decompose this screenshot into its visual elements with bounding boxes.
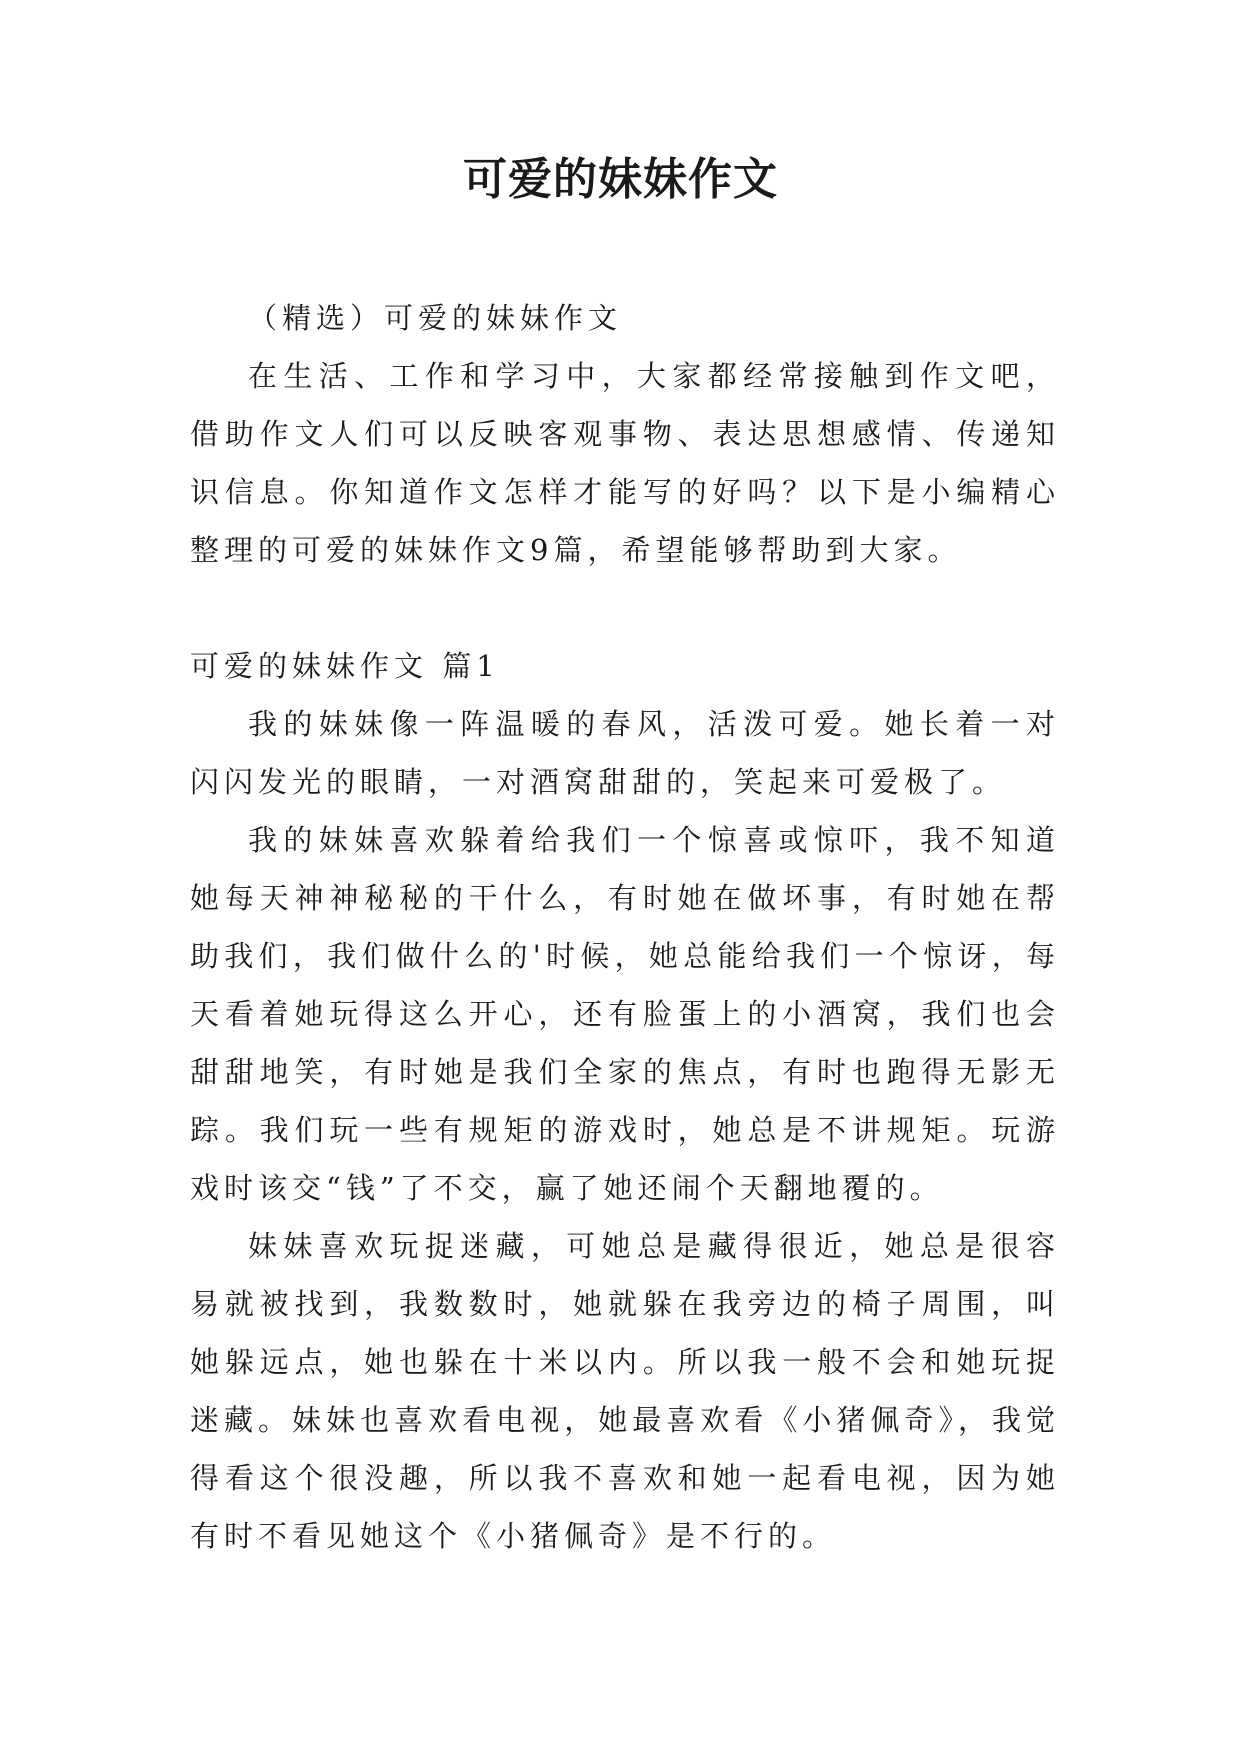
section-paragraph-3: 妹妹喜欢玩捉迷藏，可她总是藏得很近，她总是很容易就被找到，我数数时，她就躲在我旁边的椅子周围，叫她躲远点，她也躲在十米以内。所以我一般不会和她玩捉迷藏。妹妹也喜欢看电视，她最喜欢看《小猪佩奇》，我觉得看这个很没趣，所以我不喜欢和她一起看电视，因为她有时不看见她这个《小猪佩奇》是不行的。: [190, 1229, 1060, 1553]
intro-paragraph: 在生活、工作和学习中，大家都经常接触到作文吧，借助作文人们可以反映客观事物、表达思想感情、传递知识信息。你知道作文怎样才能写的好吗？以下是小编精心整理的可爱的妹妹作文9篇，希望能够帮助到大家。: [190, 359, 1060, 567]
document-title: 可爱的妹妹作文: [463, 154, 778, 205]
section-paragraph-2: 我的妹妹喜欢躲着给我们一个惊喜或惊吓，我不知道她每天神神秘秘的干什么，有时她在做坏事，有时她在帮助我们，我们做什么的'时候，她总能给我们一个惊讶，每天看着她玩得这么开心，还有脸蛋上的小酒窝，我们也会甜甜地笑，有时她是我们全家的焦点，有时也跑得无影无踪。我们玩一些有规矩的游戏时，她总是不讲规矩。玩游戏时该交“钱”了不交，赢了她还闹个天翻地覆的。: [190, 823, 1060, 1205]
section-title: 可爱的妹妹作文 篇1: [190, 649, 500, 683]
section-paragraph-1: 我的妹妹像一阵温暖的春风，活泼可爱。她长着一对闪闪发光的眼睛，一对酒窝甜甜的，笑起来可爱极了。: [190, 707, 1060, 799]
document-body: [190, 289, 1060, 1565]
intro-subtitle: （精选）可爱的妹妹作文: [248, 301, 623, 335]
